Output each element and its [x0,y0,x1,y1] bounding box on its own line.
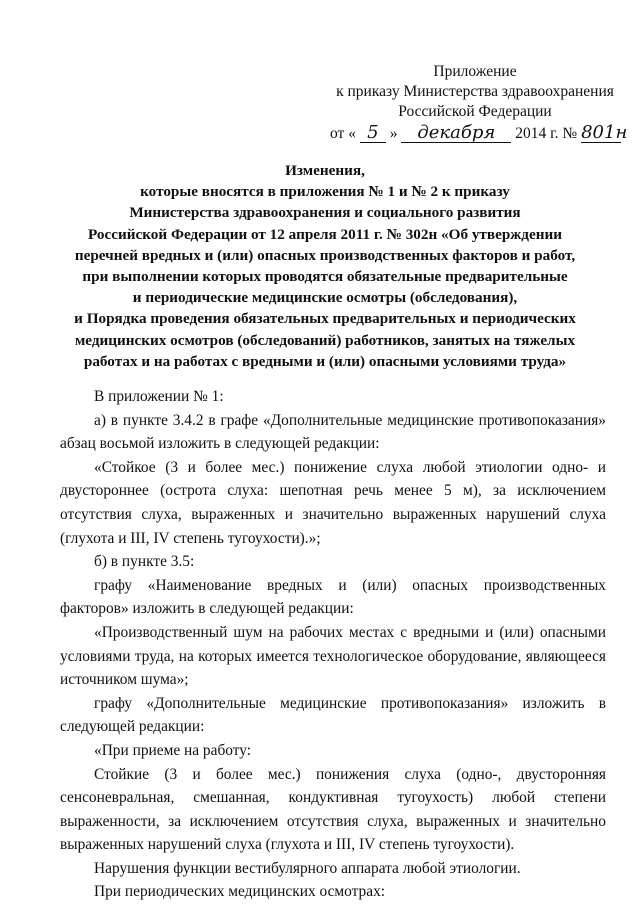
order-month: декабря [401,124,511,143]
appendix-label: Приложение [433,63,517,80]
paragraph-item-b: б) в пункте 3.5: [94,553,195,571]
date-prefix: от « [330,125,356,142]
order-number: 801н [581,122,628,143]
title-line: Министерства здравоохранения и социального развития [129,204,521,222]
paragraph-periodic: При периодических медицинских осмотрах: [94,883,386,901]
title-line: работах и на работах с вредными и (или) опасными условиями труда» [83,352,567,370]
paragraph-appendix-1: В приложении № 1: [94,388,224,405]
document-body [60,385,606,904]
date-quote-close: » [389,125,398,142]
order-day: 5 [360,124,386,143]
title-line: при выполнении которых проводятся обязательные предварительные [82,268,568,286]
paragraph-quote-hearing: «Стойкое (3 и более мес.) понижение слуха любой этиологии одно- и двустороннее (острота слуха: шепотная речь менее 5 м), за исключением отсутствия слуха, выраженных и значительно выраженных нарушений слуха (глухота и III, IV степень тугоухости).»; [60,458,606,547]
title-line: и периодические медицинские осмотры (обследования), [132,289,518,307]
paragraph-quote-noise: «Производственный шум на рабочих местах с вредными и (или) опасными условиями труда, на которых имеется технологическое оборудование, являющееся источником шума»; [60,623,606,689]
paragraph-column-contraindications: графу «Дополнительные медицинские противопоказания» изложить в следующей редакции: [60,694,606,736]
title-line: которые вносятся в приложения № 1 и № 2 к приказу [140,183,510,201]
title-line: и Порядка проведения обязательных предварительных и периодических [74,310,576,328]
order-year: 2014 г. № [515,125,578,142]
paragraph-hiring: «При приеме на работу: [94,741,252,759]
paragraph-vestibular: Нарушения функции вестибулярного аппарата любой этиологии. [94,859,521,877]
title-line: медицинских осмотров (обследований) работников, занятых на тяжелых [74,331,576,349]
paragraph-item-a: а) в пункте 3.4.2 в графе «Дополнительные медицинские противопоказания» абзац восьмой изложить в следующей редакции: [60,411,606,453]
order-reference: к приказу Министерства здравоохранения [336,83,614,100]
document-title [60,160,590,372]
title-line: Изменения, [285,162,365,179]
ministry-country: Российской Федерации [398,103,552,120]
paragraph-column-factors: графу «Наименование вредных и (или) опасных производственных факторов» изложить в следующей редакции: [60,576,606,618]
title-line: Российской Федерации от 12 апреля 2011 г. № 302н «Об утверждении [88,225,562,243]
order-date-line [330,122,628,144]
paragraph-hearing-loss: Стойкие (3 и более мес.) понижения слуха (одно-, двусторонняя сенсоневральная, смешанная, кондуктивная тугоухость) любой степени выраженности, за исключением отсутствия слуха, выраженных и значительно выраженных нарушений слуха (глухота и III, IV степень тугоухости). [60,765,606,854]
approval-stamp-block [330,62,628,144]
title-line: перечней вредных и (или) опасных производственных факторов и работ, [74,246,576,264]
